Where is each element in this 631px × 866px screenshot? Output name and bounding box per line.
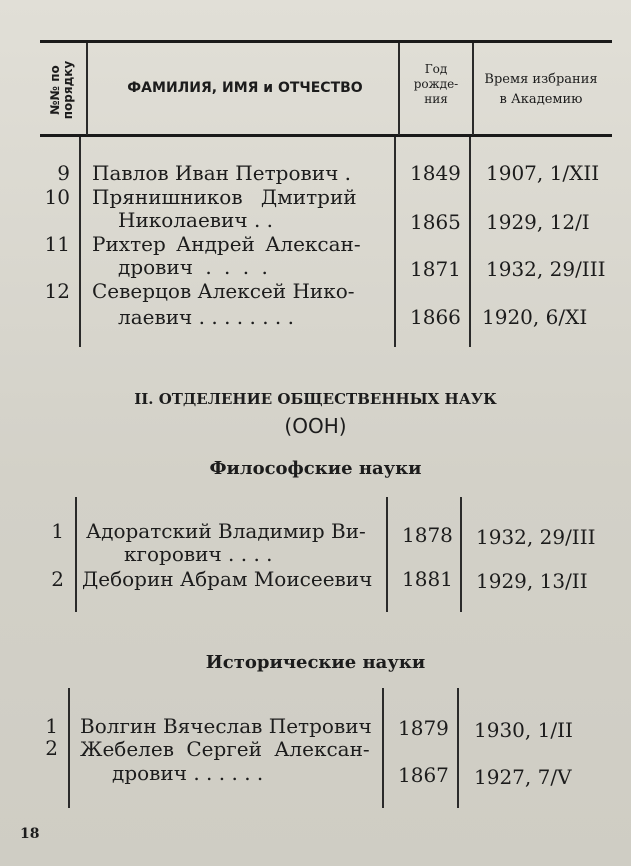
row-elected: 1927, 7/V (474, 765, 572, 789)
row-year: 1879 (398, 716, 449, 740)
row-number: 11 (44, 232, 70, 256)
row-name: Жебелев Сергей Алексан- (80, 737, 370, 761)
header-top-rule (40, 40, 612, 43)
row-year: 1865 (410, 210, 461, 234)
row-year: 1849 (410, 161, 461, 185)
row-name: Павлов Иван Петрович . (92, 161, 352, 185)
header-divider-1 (86, 43, 88, 135)
row-name: Северцов Алексей Нико- (92, 279, 355, 303)
row-name-cont: Николаевич . . (118, 208, 274, 232)
subsection-title-history: Исторические науки (205, 652, 426, 673)
row-elected: 1932, 29/III (486, 257, 606, 281)
hist-divider-3 (457, 688, 459, 808)
row-elected: 1932, 29/III (476, 525, 596, 549)
table1-divider-2 (394, 137, 396, 347)
page-number: 18 (20, 826, 40, 842)
section-abbr: (ООН) (284, 414, 347, 438)
row-name-cont: кгорович . . . . (124, 542, 273, 566)
row-name: Волгин Вячеслав Петрович (80, 714, 372, 738)
row-name-cont: дрович . . . . (118, 255, 268, 279)
row-year: 1878 (402, 523, 453, 547)
row-year: 1867 (398, 763, 449, 787)
header-col-number: №№ по порядку (48, 60, 75, 120)
row-elected: 1929, 12/I (486, 210, 590, 234)
row-year: 1871 (410, 257, 461, 281)
row-year: 1866 (410, 305, 461, 329)
header-col-year: Год рожде- ния (413, 62, 459, 106)
row-elected: 1930, 1/II (474, 718, 573, 742)
row-year: 1881 (402, 567, 453, 591)
row-number: 12 (44, 279, 70, 303)
row-number: 1 (45, 714, 58, 738)
row-name: Прянишников Дмитрий (92, 185, 357, 209)
row-number: 1 (51, 519, 64, 543)
row-number: 2 (51, 567, 64, 591)
row-elected: 1929, 13/II (476, 569, 588, 593)
table1-divider-1 (79, 137, 81, 347)
row-number: 2 (45, 736, 58, 760)
row-number: 10 (44, 185, 70, 209)
subsection-title-philosophy: Философские науки (209, 458, 422, 479)
hist-divider-2 (382, 688, 384, 808)
phil-divider-1 (75, 497, 77, 612)
row-name-cont: дрович . . . . . . (112, 761, 264, 785)
header-bottom-rule (40, 134, 612, 137)
row-elected: 1907, 1/XII (486, 161, 600, 185)
phil-divider-3 (460, 497, 462, 612)
row-elected: 1920, 6/XI (482, 305, 588, 329)
section-title: II. ОТДЕЛЕНИЕ ОБЩЕСТВЕННЫХ НАУК (134, 390, 497, 408)
phil-divider-2 (386, 497, 388, 612)
header-col-name: ФАМИЛИЯ, ИМЯ и ОТЧЕСТВО (127, 80, 363, 96)
header-col-elected: Время избрания в Академию (484, 72, 598, 107)
row-number: 9 (57, 161, 70, 185)
header-divider-3 (472, 43, 474, 135)
hist-divider-1 (68, 688, 70, 808)
row-name: Деборин Абрам Моисеевич (82, 567, 373, 591)
table1-divider-3 (469, 137, 471, 347)
row-name-cont: лаевич . . . . . . . . (118, 305, 294, 329)
row-name: Рихтер Андрей Алексан- (92, 232, 361, 256)
row-name: Адоратский Владимир Ви- (86, 519, 366, 543)
